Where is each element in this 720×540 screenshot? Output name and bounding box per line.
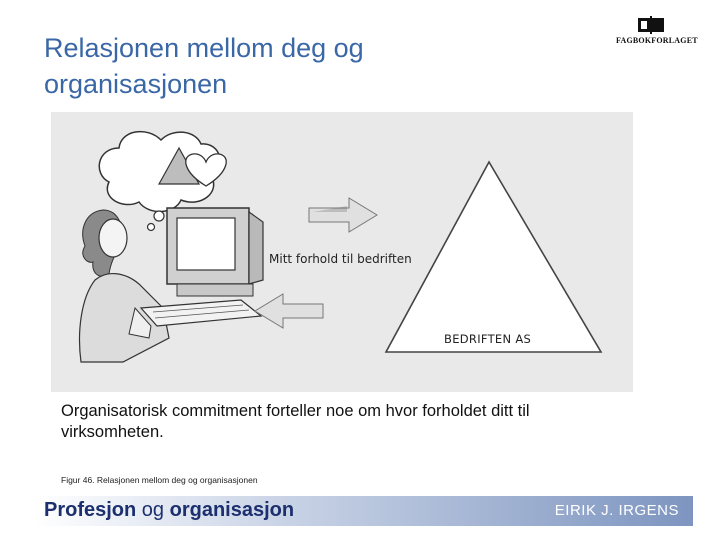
relation-label: Mitt forhold til bedriften: [269, 252, 412, 266]
footer-title-part1: Profesjon: [44, 499, 142, 521]
caption-box: [51, 392, 633, 450]
figure-reference: Figur 46. Relasjonen mellom deg og organisasjonen: [61, 475, 258, 485]
arrow-right-icon: [309, 198, 377, 232]
footer-bar: [34, 496, 693, 526]
company-label: BEDRIFTEN AS: [444, 332, 532, 346]
caption-text: Organisatorisk commitment forteller noe om hvor forholdet ditt til virksomheten.: [61, 402, 530, 441]
footer-title-part2: og: [141, 499, 165, 521]
publisher-name: FAGBOKFORLAGET: [616, 36, 698, 45]
slide-title: Relasjonen mellom deg og organisasjonen: [44, 33, 364, 99]
figure-illustration: [51, 112, 633, 392]
footer-author: EIRIK J. IRGENS: [554, 502, 679, 519]
book-logo-icon: [616, 14, 688, 36]
woman-at-computer-illustration: [80, 208, 263, 362]
footer-book-title: [44, 499, 294, 522]
arrow-left-icon: [255, 294, 323, 328]
footer-title-part3: organisasjon: [164, 499, 295, 521]
company-pyramid-icon: [386, 162, 601, 352]
publisher-logo: [616, 14, 698, 54]
